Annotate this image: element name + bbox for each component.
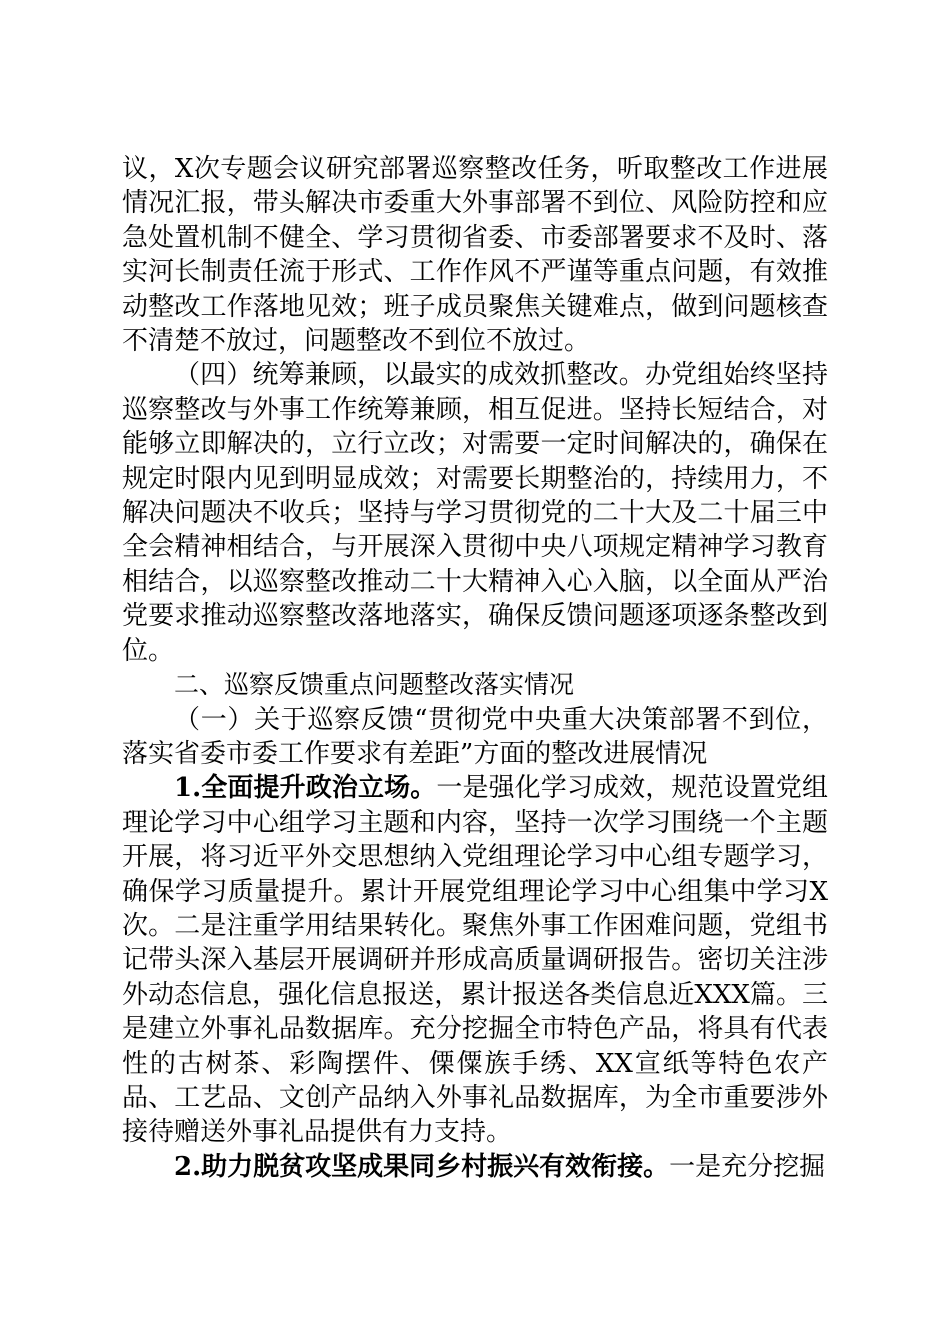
- section-four-text: 办党组始终坚持巡察整改与外事工作统筹兼顾，相互促进。坚持长短结合，对能够立即解决的，立行立改；对需要一定时间解决的，确保在规定时限内见到明显成效；对需要长期整治的，持续用力，不解决问题决不收兵；坚持与学习贯彻党的二十大及二十届三中全会精神相结合，与开展深入贯彻中央八项规定精神学习教育相结合，以巡察整改推动二十大精神入心入脑，以全面从严治党要求推动巡察整改落地落实，确保反馈问题逐项逐条整改到位。: [122, 360, 828, 666]
- section-four-lead: （四）统筹兼顾，以最实的成效抓整改。: [174, 360, 645, 391]
- heading-level-two: （一）关于巡察反馈“贯彻党中央重大决策部署不到位，落实省委市委工作要求有差距”方面的整改进展情况: [122, 704, 828, 769]
- item-two-lead: 2.助力脱贫攻坚成果同乡村振兴有效衔接。: [174, 1151, 670, 1182]
- item-one-lead: 1.全面提升政治立场。: [174, 773, 437, 804]
- paragraph-item-one: [122, 771, 828, 1149]
- paragraph-item-two: [122, 1150, 828, 1184]
- item-one-text: 一是强化学习成效，规范设置党组理论学习中心组学习主题和内容，坚持一次学习围绕一个主题开展，将习近平外交思想纳入党组理论学习中心组专题学习，确保学习质量提升。累计开展党组理论学习中心组集中学习X次。二是注重学用结果转化。聚焦外事工作困难问题，党组书记带头深入基层开展调研并形成高质量调研报告。密切关注涉外动态信息，强化信息报送，累计报送各类信息近XXX篇。三是建立外事礼品数据库。充分挖掘全市特色产品，将具有代表性的古树茶、彩陶摆件、傈僳族手绣、XX宣纸等特色农产品、工艺品、文创产品纳入外事礼品数据库，为全市重要涉外接待赠送外事礼品提供有力支持。: [122, 773, 828, 1148]
- document-body: [122, 152, 828, 1184]
- paragraph-continued: 议，X次专题会议研究部署巡察整改任务，听取整改工作进展情况汇报，带头解决市委重大外事部署不到位、风险防控和应急处置机制不健全、学习贯彻省委、市委部署要求不及时、落实河长制责任流于形式、工作作风不严谨等重点问题，有效推动整改工作落地见效；班子成员聚焦关键难点，做到问题核查不清楚不放过，问题整改不到位不放过。: [122, 154, 828, 357]
- paragraph-section-four: [122, 358, 828, 668]
- item-two-text: 一是充分挖掘: [669, 1151, 826, 1182]
- heading-level-one: 二、巡察反馈重点问题整改落实情况: [174, 670, 575, 700]
